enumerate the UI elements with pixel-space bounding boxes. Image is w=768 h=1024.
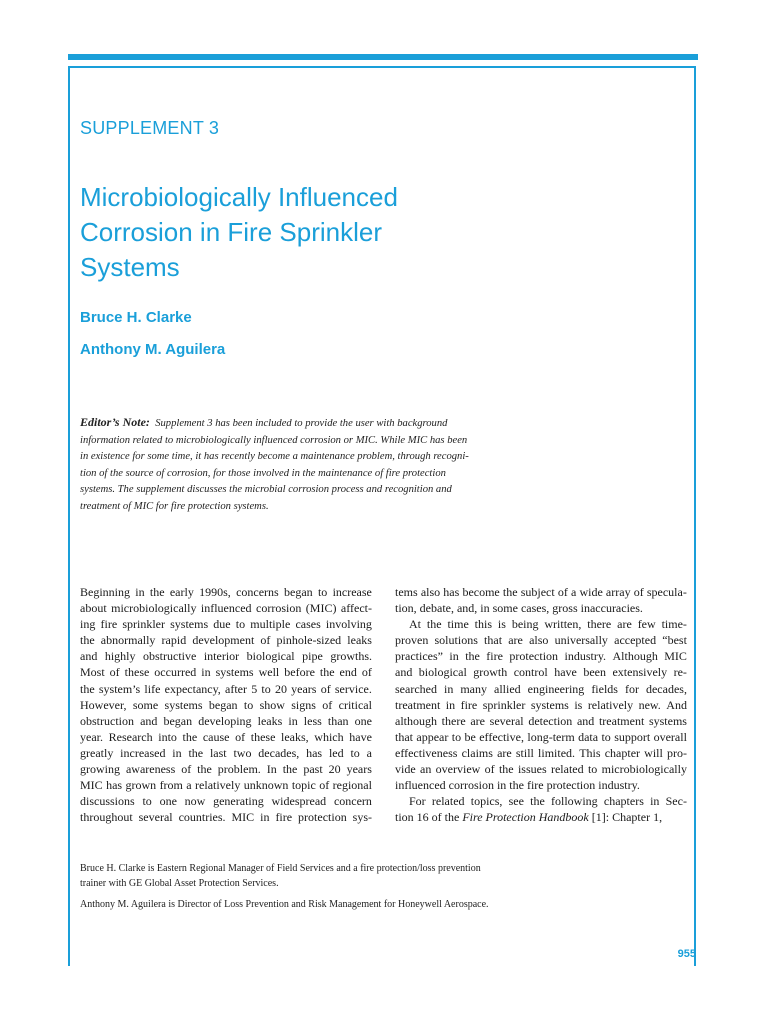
title-line: Systems [80,252,180,282]
footnote-line: Bruce H. Clarke is Eastern Regional Manager of Field Services and a fire protection/loss prevention [80,863,481,874]
editor-note-line: treatment of MIC for fire protection systems. [80,500,269,512]
body-line: about microbiologically influenced corrosion (MIC) affect- [80,601,372,616]
body-line: For related topics, see the following chapters in Sec- [409,794,687,809]
body-line: year. Research into the cause of these leaks, which have [80,729,372,744]
body-column-left [80,584,372,825]
body-line: influenced corrosion in the fire protection industry. [395,778,640,793]
body-line: discussions to one now generating widespread concern [80,794,372,809]
footnote-line: trainer with GE Global Asset Protection Services. [80,878,279,889]
body-line: although there are several detection and treatment systems [395,713,687,728]
body-line: At the time this is being written, there are few time- [409,617,687,632]
page-title [80,180,600,285]
body-line: treatment in fire sprinkler systems is relatively new. And [395,697,687,712]
body-line: However, some systems began to show signs of critical [80,697,372,712]
author-name: Bruce H. Clarke [80,309,192,326]
body-line: proven solutions that are also universally accepted “best [395,633,687,648]
body-column-right [395,584,687,825]
body-line: that appear to be effective, long-term data to support overall [395,729,687,744]
body-line: Beginning in the early 1990s, concerns began to increase [80,585,372,599]
body-text: [1]: Chapter 1, [588,810,663,825]
editor-note-line: tion of the source of corrosion, for those involved in the maintenance of fire protection [80,467,446,479]
body-line: the abnormally rapid development of pinhole-sized leaks [80,633,372,648]
supplement-label: SUPPLEMENT 3 [80,118,220,138]
body-line: growing awareness of the problem. In the past 20 years [80,762,372,777]
title-line: Microbiologically Influenced [80,182,398,212]
body-line: ing fire sprinkler systems due to multiple cases involving [80,617,372,632]
footnote [80,897,560,912]
book-title: Fire Protection Handbook [462,810,589,825]
body-line: obstruction and began developing leaks in less than one [80,713,372,728]
body-line: throughout several countries. MIC in fire protection sys- [80,810,372,825]
body-line: tion, debate, and, in some cases, gross inaccuracies. [395,601,643,616]
body-line: searched in many allied engineering fields for decades, [395,681,687,696]
title-line: Corrosion in Fire Sprinkler [80,217,382,247]
editor-note [80,414,550,515]
footnote-line: Anthony M. Aguilera is Director of Loss Prevention and Risk Management for Honeywell Aerospace. [80,899,489,910]
body-line: and highly obstructive interior biological pipe growths. [80,649,372,664]
editor-note-line: in existence for some time, it has recently become a maintenance problem, through recogni- [80,451,469,462]
body-line: vide an overview of the issues related to microbiologically [395,762,687,777]
body-line: Most of these occurred in systems well before the end of [80,665,372,680]
body-line: effectiveness claims are still limited. This chapter will pro- [395,745,687,760]
author-footnotes [80,861,560,918]
body-line: and biological growth control have been extensively re- [395,665,687,680]
editor-note-line [80,414,550,433]
body-line: tems also has become the subject of a wide array of specula- [395,585,687,599]
footnote [80,861,560,891]
body-line: practices” in the fire protection industry. Although MIC [395,649,687,664]
page-number: 955 [677,948,696,960]
editor-note-line: information related to microbiologically influenced corrosion or MIC. While MIC has been [80,434,468,446]
body-line: greatly increased in the last two decades, has led to a [80,745,372,760]
body-line: the system’s life expectancy, after 5 to 20 years of service. [80,681,372,696]
top-accent-bar [68,54,698,60]
editor-note-label: Editor’s Note: [80,415,150,429]
body-line: MIC has grown from a relatively unknown topic of regional [80,778,372,793]
body-text: tion 16 of the [395,810,463,825]
author-name: Anthony M. Aguilera [80,341,226,358]
editor-note-line: systems. The supplement discusses the microbial corrosion process and recognition and [80,484,452,495]
body-line [395,809,687,825]
editor-note-text: Supplement 3 has been included to provide the user with background [155,418,448,429]
